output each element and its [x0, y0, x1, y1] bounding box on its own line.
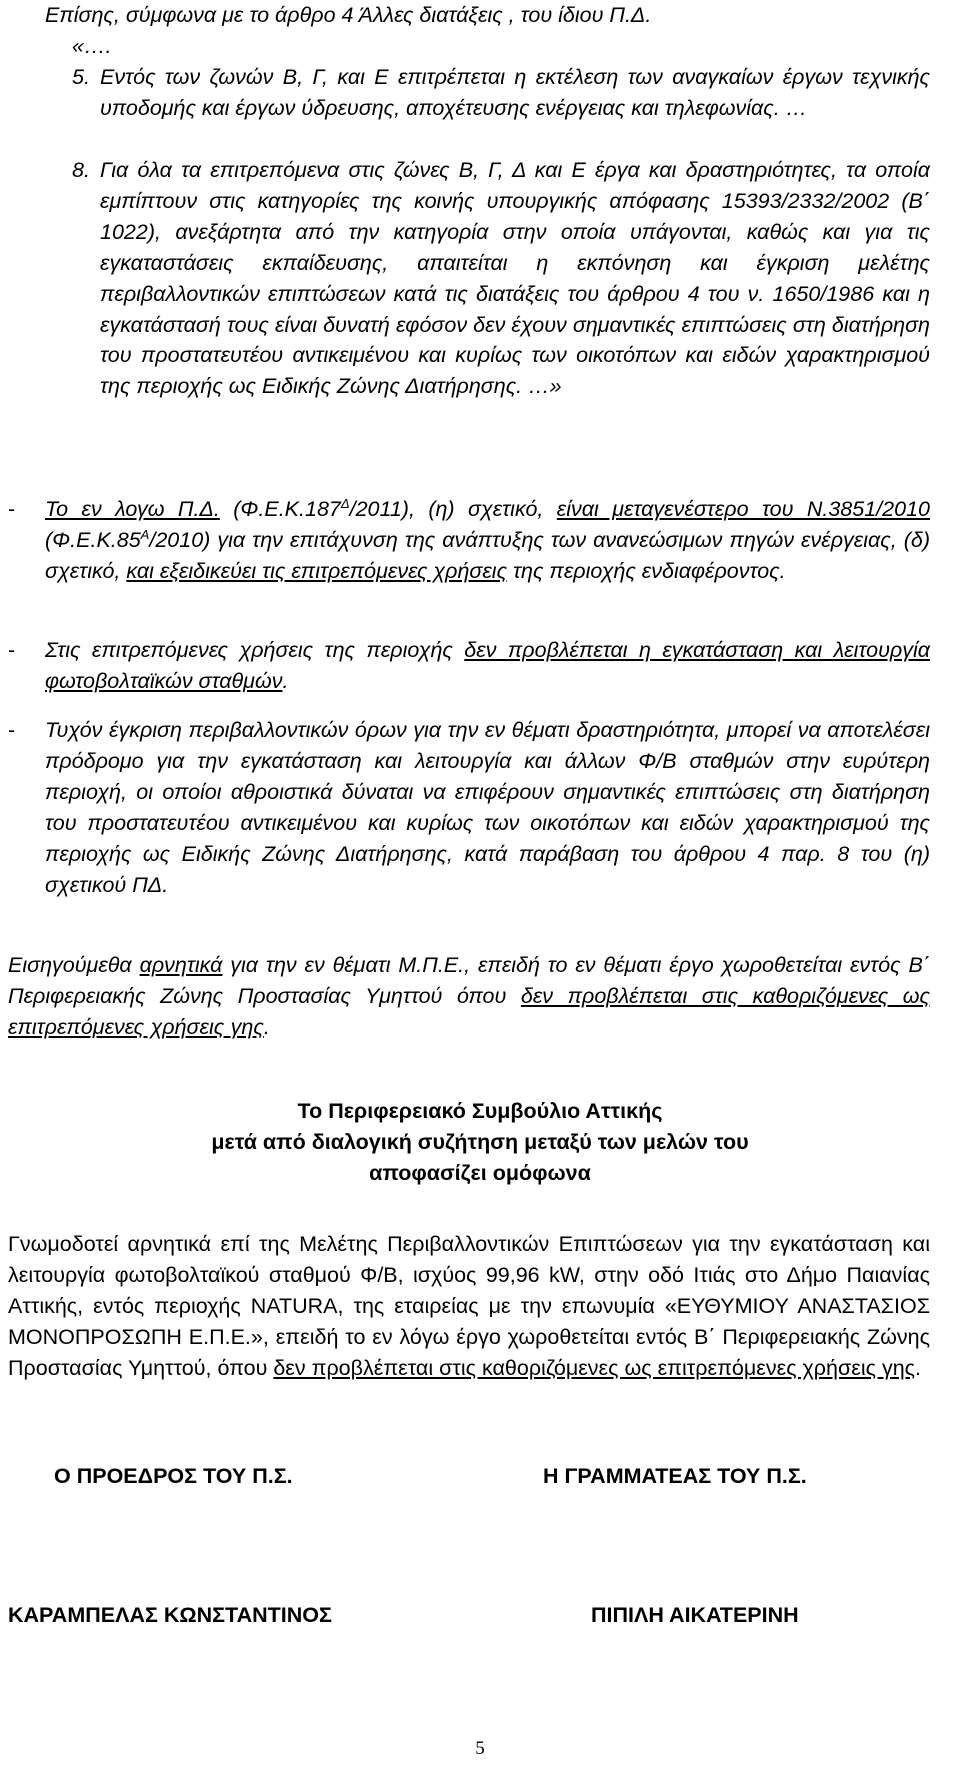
not-foreseen-underlined: δεν προβλέπεται στις καθοριζόμενες ως επιτρεπόμενες χρήσεις γης: [8, 983, 930, 1039]
decision-underlined: δεν προβλέπεται στις καθοριζόμενες ως επιτρεπόμενες χρήσεις γης: [273, 1355, 916, 1380]
item-5-text: Εντός των ζωνών Β, Γ, και Ε επιτρέπεται η εκτέλεση των αναγκαίων έργων τεχνικής υποδομής και έργων ύδρευσης, αποχέτευσης ενέργειας και τηλεφωνίας. …: [100, 65, 930, 120]
fek-superscript-2: Α: [140, 526, 150, 542]
intro-line: Επίσης, σύμφωνα με το άρθρο 4 Άλλες διατάξεις , του ίδιου Π.Δ.: [45, 3, 652, 27]
recommendation-end: .: [263, 1014, 270, 1039]
fek-superscript: Δ: [340, 496, 350, 511]
council-decides-heading: αποφασίζει ομόφωνα: [369, 1161, 591, 1185]
page-number: 5: [475, 1738, 485, 1759]
intro-ellipsis: «….: [72, 34, 112, 58]
bullet-1-dash: -: [8, 497, 16, 521]
bullet-2-dash: -: [8, 638, 16, 662]
bullet-1-end: της περιοχής ενδιαφέροντος.: [507, 558, 786, 583]
council-discussion-heading: μετά από διαλογική συζήτηση μεταξύ των μελών του: [211, 1130, 749, 1154]
recommendation-paragraph: [8, 950, 930, 1043]
bullet-1-segment-2: /2010) για την επιτάχυνση της ανάπτυξης των ανανεώσιμων πηγών ενέργειας, (δ) σχετικό,: [45, 527, 930, 583]
decision-paragraph: [8, 1229, 930, 1384]
bullet-1-text: [45, 494, 930, 587]
permitted-uses-underlined: και εξειδικεύει τις επιτρεπόμενες χρήσεις: [126, 558, 508, 583]
bullet-2-segment: Στις επιτρεπόμενες χρήσεις της περιοχής: [45, 638, 465, 662]
bullet-1-segment: /2011), (η) σχετικό,: [349, 497, 557, 521]
president-name: ΚΑΡΑΜΠΕΛΑΣ ΚΩΝΣΤΑΝΤΙΝΟΣ: [8, 1603, 332, 1627]
pd-reference-link: Το εν λογω Π.Δ.: [45, 497, 220, 521]
council-heading: Το Περιφερειακό Συμβούλιο Αττικής: [297, 1099, 663, 1123]
recommendation-segment: Εισηγούμεθα: [8, 953, 140, 977]
secretary-name: ΠΙΠΙΛΗ ΑΙΚΑΤΕΡΙΝΗ: [591, 1603, 799, 1627]
fek-reference-2: (Φ.Ε.Κ.85: [45, 527, 141, 552]
bullet-3-text: Τυχόν έγκριση περιβαλλοντικών όρων για την εν θέματι δραστηριότητα, μπορεί να αποτελέσει πρόδρομο για την εγκατάσταση και λειτουργία και άλλων Φ/Β σταθμών στην ευρύτερη περιοχή, οι οποίοι αθροιστικά δύναται να επιφέρουν σημαντικές επιπτώσεις στη διατήρηση του προστατευτέου αντικειμένου και κυρίως των οικοτόπων και ειδών χαρακτηρισμού της περιοχής ως Ειδικής Ζώνης Διατήρησης, κατά παράβαση του άρθρου 4 παρ. 8 του (η) σχετικού ΠΔ.: [45, 718, 930, 897]
item-8-text: Για όλα τα επιτρεπόμενα στις ζώνες Β, Γ, Δ και Ε έργα και δραστηριότητες, τα οποία εμπίπτουν στις κατηγορίες της κοινής υπουργικής απόφασης 15393/2332/2002 (Β΄ 1022), ανεξάρτητα από την κατηγορία στην οποία υπάγονται, καθώς και για τις εγκαταστάσεις εκπαίδευσης, απαιτείται η εκπόνηση και έγκριση μελέτης περιβαλλοντικών επιπτώσεων κατά τις διατάξεις του άρθρου 4 του ν. 1650/1986 και η εγκατάστασή τους είναι δυνατή εφόσον δεν έχουν σημαντικές επιπτώσεις στη διατήρηση του προστατευτέου αντικειμένου και κυρίως των οικοτόπων και ειδών χαρακτηρισμού της περιοχής ως Ειδικής Ζώνης Διατήρησης. …»: [100, 158, 930, 399]
bullet-3-dash: -: [8, 718, 16, 742]
item-8-number: 8.: [72, 158, 90, 182]
recommendation-segment-2: για την εν θέματι Μ.Π.Ε., επειδή το εν θέματι έργο χωροθετείται εντός Β΄ Περιφερειακής Ζώνης Προστασίας Υμηττού όπου: [8, 953, 931, 1008]
fek-reference: (Φ.Ε.Κ.187: [219, 497, 341, 521]
negative-underlined: αρνητικά: [139, 953, 223, 977]
decision-end: .: [915, 1355, 922, 1380]
decision-segment: Γνωμοδοτεί αρνητικά επί της Μελέτης Περιβαλλοντικών Επιπτώσεων για την εγκατάσταση και λειτουργία φωτοβολταϊκού σταθμού Φ/Β, ισχύος 99,96 kW, στην οδό Ιτιάς στο Δήμο Παιανίας Αττικής, εντός περιοχής NATURA, της εταιρείας με την επωνυμία «ΕΥΘΥΜΙΟΥ ΑΝΑΣΤΑΣΙΟΣ ΜΟΝΟΠΡΟΣΩΠΗ Ε.Π.Ε.», επειδή το εν λόγω έργο χωροθετείται εντός Β΄ Περιφερειακής Ζώνης Προστασίας Υμηττού, όπου: [8, 1232, 930, 1380]
secretary-title: Η ΓΡΑΜΜΑΤΕΑΣ ΤΟΥ Π.Σ.: [543, 1464, 807, 1488]
item-5-number: 5.: [72, 65, 90, 89]
not-permitted-underlined: δεν προβλέπεται η εγκατάσταση και λειτουργία φωτοβολταϊκών σταθμών: [45, 638, 930, 693]
later-law-underlined: είναι μεταγενέστερο του Ν.3851/2010: [556, 497, 930, 521]
bullet-2-end: .: [282, 668, 289, 693]
president-title: Ο ΠΡΟΕΔΡΟΣ ΤΟΥ Π.Σ.: [54, 1464, 293, 1488]
bullet-2-text: [45, 635, 930, 697]
